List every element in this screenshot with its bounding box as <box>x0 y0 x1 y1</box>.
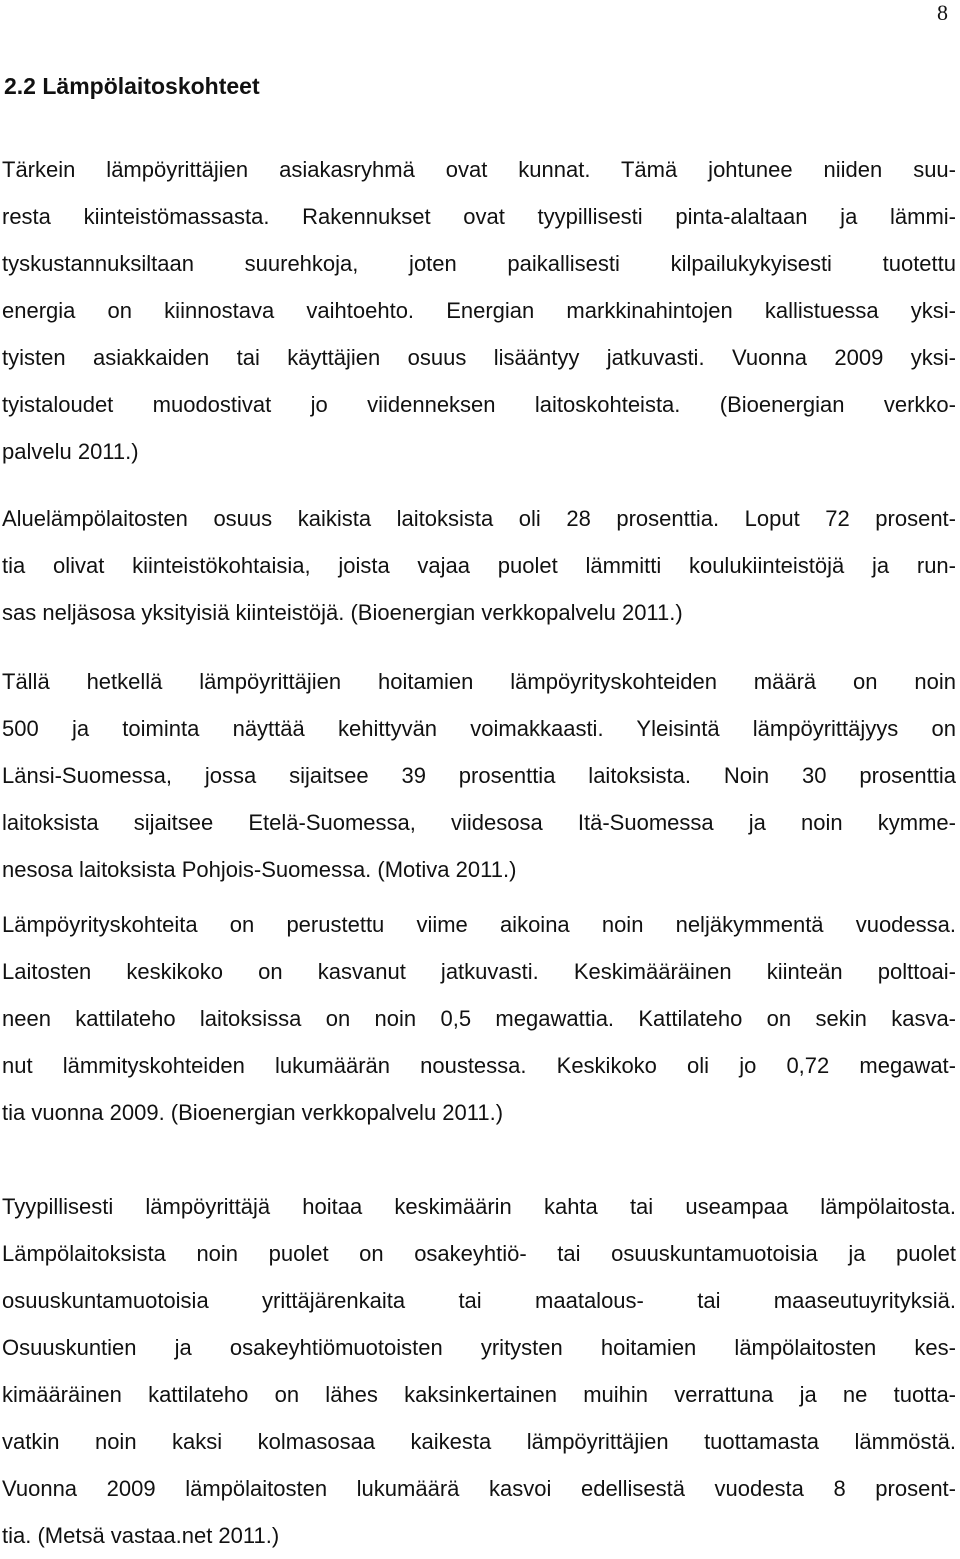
paragraph-line: Laitosten keskikoko on kasvanut jatkuvasti. Keskimääräinen kiinteän polttoai- <box>2 959 956 984</box>
paragraph-line: tia olivat kiinteistökohtaisia, joista vajaa puolet lämmitti koulukiinteistöjä ja run- <box>2 553 956 578</box>
paragraph-line: tia vuonna 2009. (Bioenergian verkkopalvelu 2011.) <box>2 1100 504 1125</box>
paragraph-line: Lämpöyrityskohteita on perustettu viime aikoina noin neljäkymmentä vuodessa. <box>2 912 956 937</box>
paragraph-2 <box>2 495 956 636</box>
paragraph-line: Osuuskuntien ja osakeyhtiömuotoisten yritysten hoitamien lämpölaitosten kes- <box>2 1335 956 1360</box>
paragraph-line: laitoksista sijaitsee Etelä-Suomessa, viidesosa Itä-Suomessa ja noin kymme- <box>2 810 956 835</box>
paragraph-line: Aluelämpölaitosten osuus kaikista laitoksista oli 28 prosenttia. Loput 72 prosent- <box>2 506 956 531</box>
paragraph-line: sas neljäsosa yksityisiä kiinteistöjä. (Bioenergian verkkopalvelu 2011.) <box>2 600 683 625</box>
paragraph-line: tyskustannuksiltaan suurehkoja, joten paikallisesti kilpailukykyisesti tuotettu <box>2 251 956 276</box>
paragraph-line: nesosa laitoksista Pohjois-Suomessa. (Motiva 2011.) <box>2 857 517 882</box>
paragraph-line: Vuonna 2009 lämpölaitosten lukumäärä kasvoi edellisestä vuodesta 8 prosent- <box>2 1476 956 1501</box>
paragraph-line: 500 ja toiminta näyttää kehittyvän voimakkaasti. Yleisintä lämpöyrittäjyys on <box>2 716 956 741</box>
paragraph-line: osuuskuntamuotoisia yrittäjärenkaita tai maatalous- tai maaseutuyrityksiä. <box>2 1288 956 1313</box>
paragraph-line: kimääräinen kattilateho on lähes kaksinkertainen muihin verrattuna ja ne tuotta- <box>2 1382 956 1407</box>
paragraph-line: tyistaloudet muodostivat jo viidenneksen laitoskohteista. (Bioenergian verkko- <box>2 392 956 417</box>
paragraph-line: Tyypillisesti lämpöyrittäjä hoitaa keskimäärin kahta tai useampaa lämpölaitosta. <box>2 1194 956 1219</box>
section-heading: 2.2 Lämpölaitoskohteet <box>4 73 260 99</box>
paragraph-5 <box>2 1183 956 1559</box>
paragraph-line: Tärkein lämpöyrittäjien asiakasryhmä ovat kunnat. Tämä johtunee niiden suu- <box>2 157 956 182</box>
paragraph-line: palvelu 2011.) <box>2 439 139 464</box>
page-number: 8 <box>937 0 948 25</box>
paragraph-line: resta kiinteistömassasta. Rakennukset ovat tyypillisesti pinta-alaltaan ja lämmi- <box>2 204 956 229</box>
paragraph-line: energia on kiinnostava vaihtoehto. Energian markkinahintojen kallistuessa yksi- <box>2 298 956 323</box>
paragraph-line: tyisten asiakkaiden tai käyttäjien osuus lisääntyy jatkuvasti. Vuonna 2009 yksi- <box>2 345 956 370</box>
paragraph-line: neen kattilateho laitoksissa on noin 0,5 megawattia. Kattilateho on sekin kasva- <box>2 1006 956 1031</box>
paragraph-line: tia. (Metsä vastaa.net 2011.) <box>2 1523 280 1548</box>
paragraph-4 <box>2 901 956 1136</box>
paragraph-3 <box>2 658 956 893</box>
paragraph-line: Lämpölaitoksista noin puolet on osakeyhtiö- tai osuuskuntamuotoisia ja puolet <box>2 1241 956 1266</box>
paragraph-line: Tällä hetkellä lämpöyrittäjien hoitamien lämpöyrityskohteiden määrä on noin <box>2 669 956 694</box>
paragraph-line: vatkin noin kaksi kolmasosaa kaikesta lämpöyrittäjien tuottamasta lämmöstä. <box>2 1429 956 1454</box>
paragraph-line: Länsi-Suomessa, jossa sijaitsee 39 prosenttia laitoksista. Noin 30 prosenttia <box>2 763 956 788</box>
paragraph-line: nut lämmityskohteiden lukumäärän noustessa. Keskikoko oli jo 0,72 megawat- <box>2 1053 956 1078</box>
paragraph-1 <box>2 146 956 475</box>
